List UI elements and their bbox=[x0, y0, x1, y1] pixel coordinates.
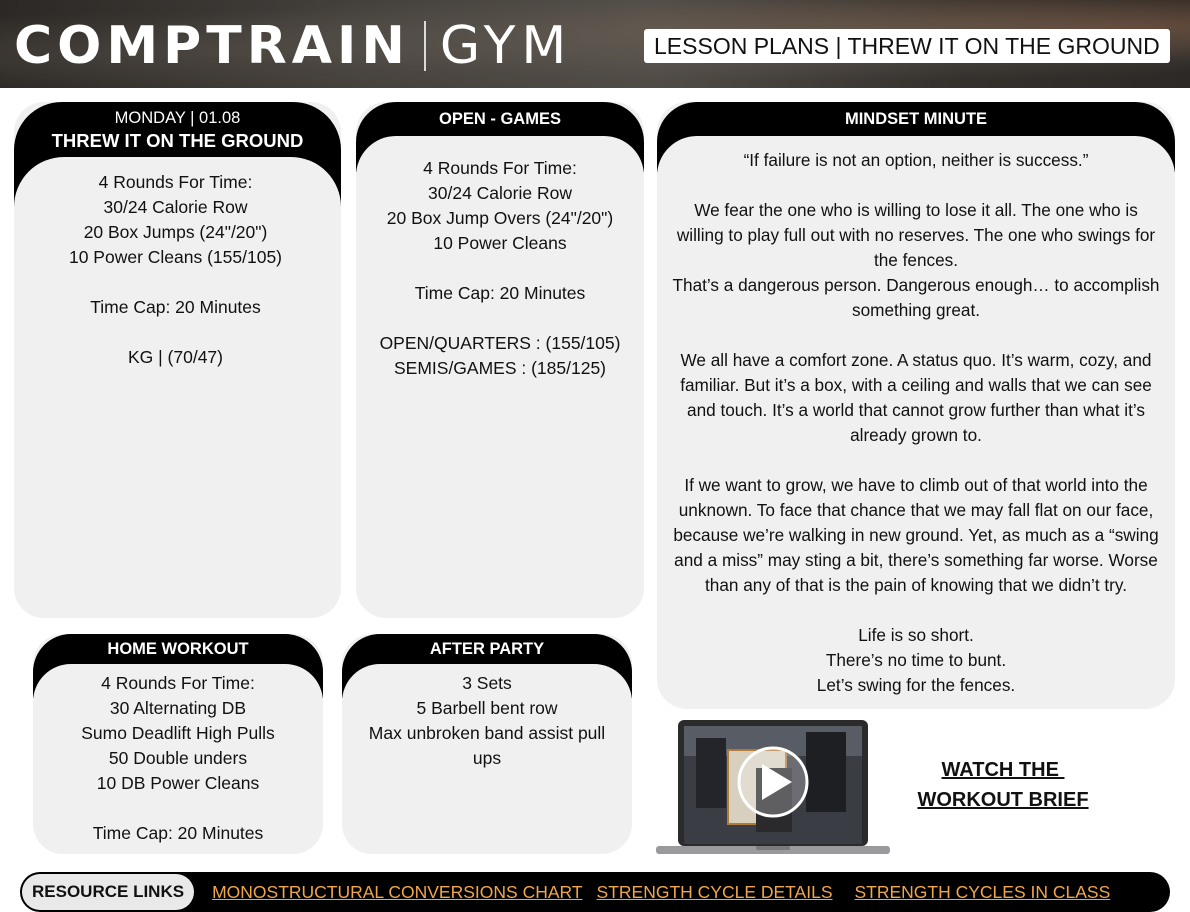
after-party-title: AFTER PARTY bbox=[429, 640, 545, 658]
body-line: That’s a dangerous person. Dangerous enough… to accomplish bbox=[672, 275, 1160, 295]
body-line: willing to play full out with no reserves. The one who swings for bbox=[676, 225, 1156, 245]
body-line: We fear the one who is willing to lose it all. The one who is bbox=[694, 200, 1138, 220]
body-line: Sumo Deadlift High Pulls bbox=[81, 723, 275, 743]
main-card-body bbox=[18, 170, 333, 370]
body-line: Time Cap: 20 Minutes bbox=[414, 283, 586, 303]
body-line: 10 Power Cleans (155/105) bbox=[68, 247, 283, 267]
body-line: 20 Box Jump Overs (24"/20") bbox=[386, 208, 614, 228]
resource-links-bar bbox=[20, 872, 1170, 912]
workout-date: MONDAY | 01.08 bbox=[114, 109, 241, 127]
workout-title: THREW IT ON THE GROUND bbox=[51, 130, 304, 151]
watch-line-1: WATCH THE bbox=[941, 759, 1065, 781]
body-line: 4 Rounds For Time: bbox=[423, 158, 577, 178]
body-line: If we want to grow, we have to climb out of that world into the bbox=[684, 475, 1148, 495]
body-line bbox=[657, 173, 1175, 198]
body-line bbox=[33, 796, 323, 821]
comptrain-gym-logo bbox=[14, 18, 572, 74]
lesson-plans-tag: LESSON PLANS | THREW IT ON THE GROUND bbox=[644, 29, 1170, 63]
body-line: KG | (70/47) bbox=[127, 347, 223, 367]
main-workout-card bbox=[14, 102, 341, 618]
logo-divider bbox=[424, 21, 426, 71]
strength-cycles-in-class-link[interactable]: STRENGTH CYCLES IN CLASS bbox=[854, 881, 1111, 902]
body-line: the fences. bbox=[873, 250, 959, 270]
body-line: because we’re walking in new ground. Yet, as much as a “swing bbox=[673, 525, 1159, 545]
body-line: than any of that is the pain of knowing that we didn’t try. bbox=[705, 575, 1127, 595]
body-line: and a miss” may sting a bit, there’s something far worse. Worse bbox=[674, 550, 1158, 570]
mindset-title: MINDSET MINUTE bbox=[844, 110, 988, 128]
body-line: 5 Barbell bent row bbox=[416, 698, 558, 718]
body-line bbox=[356, 256, 644, 281]
body-line: unknown. To face that chance that we may fall flat on our face, bbox=[678, 500, 1154, 520]
body-line: something great. bbox=[851, 300, 981, 320]
home-workout-body bbox=[33, 671, 323, 846]
home-workout-card bbox=[33, 634, 323, 854]
body-line: Time Cap: 20 Minutes bbox=[90, 297, 261, 317]
body-line: Max unbroken band assist pull bbox=[368, 723, 606, 743]
body-line bbox=[657, 323, 1175, 348]
body-line: Time Cap: 20 Minutes bbox=[92, 823, 264, 843]
after-party-body bbox=[342, 671, 632, 771]
body-line: and touch. It’s a world that cannot grow further than what it’s bbox=[687, 400, 1145, 420]
watch-line-2: WORKOUT BRIEF bbox=[917, 789, 1089, 811]
open-games-title: OPEN - GAMES bbox=[439, 110, 561, 128]
laptop-video-thumbnail bbox=[656, 718, 890, 856]
body-line: There’s no time to bunt. bbox=[825, 650, 1007, 670]
body-line: 10 DB Power Cleans bbox=[96, 773, 260, 793]
home-workout-title: HOME WORKOUT bbox=[107, 640, 249, 658]
body-line: 4 Rounds For Time: bbox=[101, 673, 255, 693]
resource-links-label: RESOURCE LINKS bbox=[22, 874, 194, 910]
body-line: 50 Double unders bbox=[108, 748, 248, 768]
body-line: ups bbox=[472, 748, 502, 768]
mindset-card bbox=[657, 102, 1175, 709]
body-line: already grown to. bbox=[850, 425, 982, 445]
body-line bbox=[18, 320, 333, 345]
body-line: We all have a comfort zone. A status quo. It’s warm, cozy, and bbox=[680, 350, 1152, 370]
after-party-card bbox=[342, 634, 632, 854]
mindset-body bbox=[657, 148, 1175, 698]
body-line: 3 Sets bbox=[462, 673, 512, 693]
body-line bbox=[18, 270, 333, 295]
header-banner bbox=[0, 0, 1190, 88]
body-line: 30/24 Calorie Row bbox=[103, 197, 248, 217]
body-line bbox=[657, 598, 1175, 623]
body-line: 30 Alternating DB bbox=[109, 698, 247, 718]
watch-workout-brief-link[interactable] bbox=[912, 755, 1094, 815]
strength-cycle-details-link[interactable]: STRENGTH CYCLE DETAILS bbox=[596, 881, 833, 902]
body-line: 30/24 Calorie Row bbox=[428, 183, 572, 203]
body-line bbox=[356, 306, 644, 331]
body-line: Let’s swing for the fences. bbox=[816, 675, 1016, 695]
body-line: 4 Rounds For Time: bbox=[98, 172, 253, 192]
body-line: OPEN/QUARTERS : (155/105) bbox=[379, 333, 621, 353]
body-line: 10 Power Cleans bbox=[433, 233, 567, 253]
body-line: “If failure is not an option, neither is success.” bbox=[743, 150, 1089, 170]
body-line: Life is so short. bbox=[858, 625, 974, 645]
workout-brief-video[interactable] bbox=[656, 718, 890, 856]
body-line: 20 Box Jumps (24"/20") bbox=[83, 222, 268, 242]
logo-word: COMPTRAIN bbox=[14, 16, 410, 76]
body-line bbox=[657, 448, 1175, 473]
monostructural-conversions-link[interactable]: MONOSTRUCTURAL CONVERSIONS CHART bbox=[212, 881, 583, 902]
open-games-body bbox=[356, 156, 644, 381]
open-games-card bbox=[356, 102, 644, 618]
body-line: familiar. But it’s a box, with a ceiling and walls that we can see bbox=[680, 375, 1152, 395]
logo-word-gym: GYM bbox=[439, 16, 573, 76]
body-line: SEMIS/GAMES : (185/125) bbox=[393, 358, 607, 378]
